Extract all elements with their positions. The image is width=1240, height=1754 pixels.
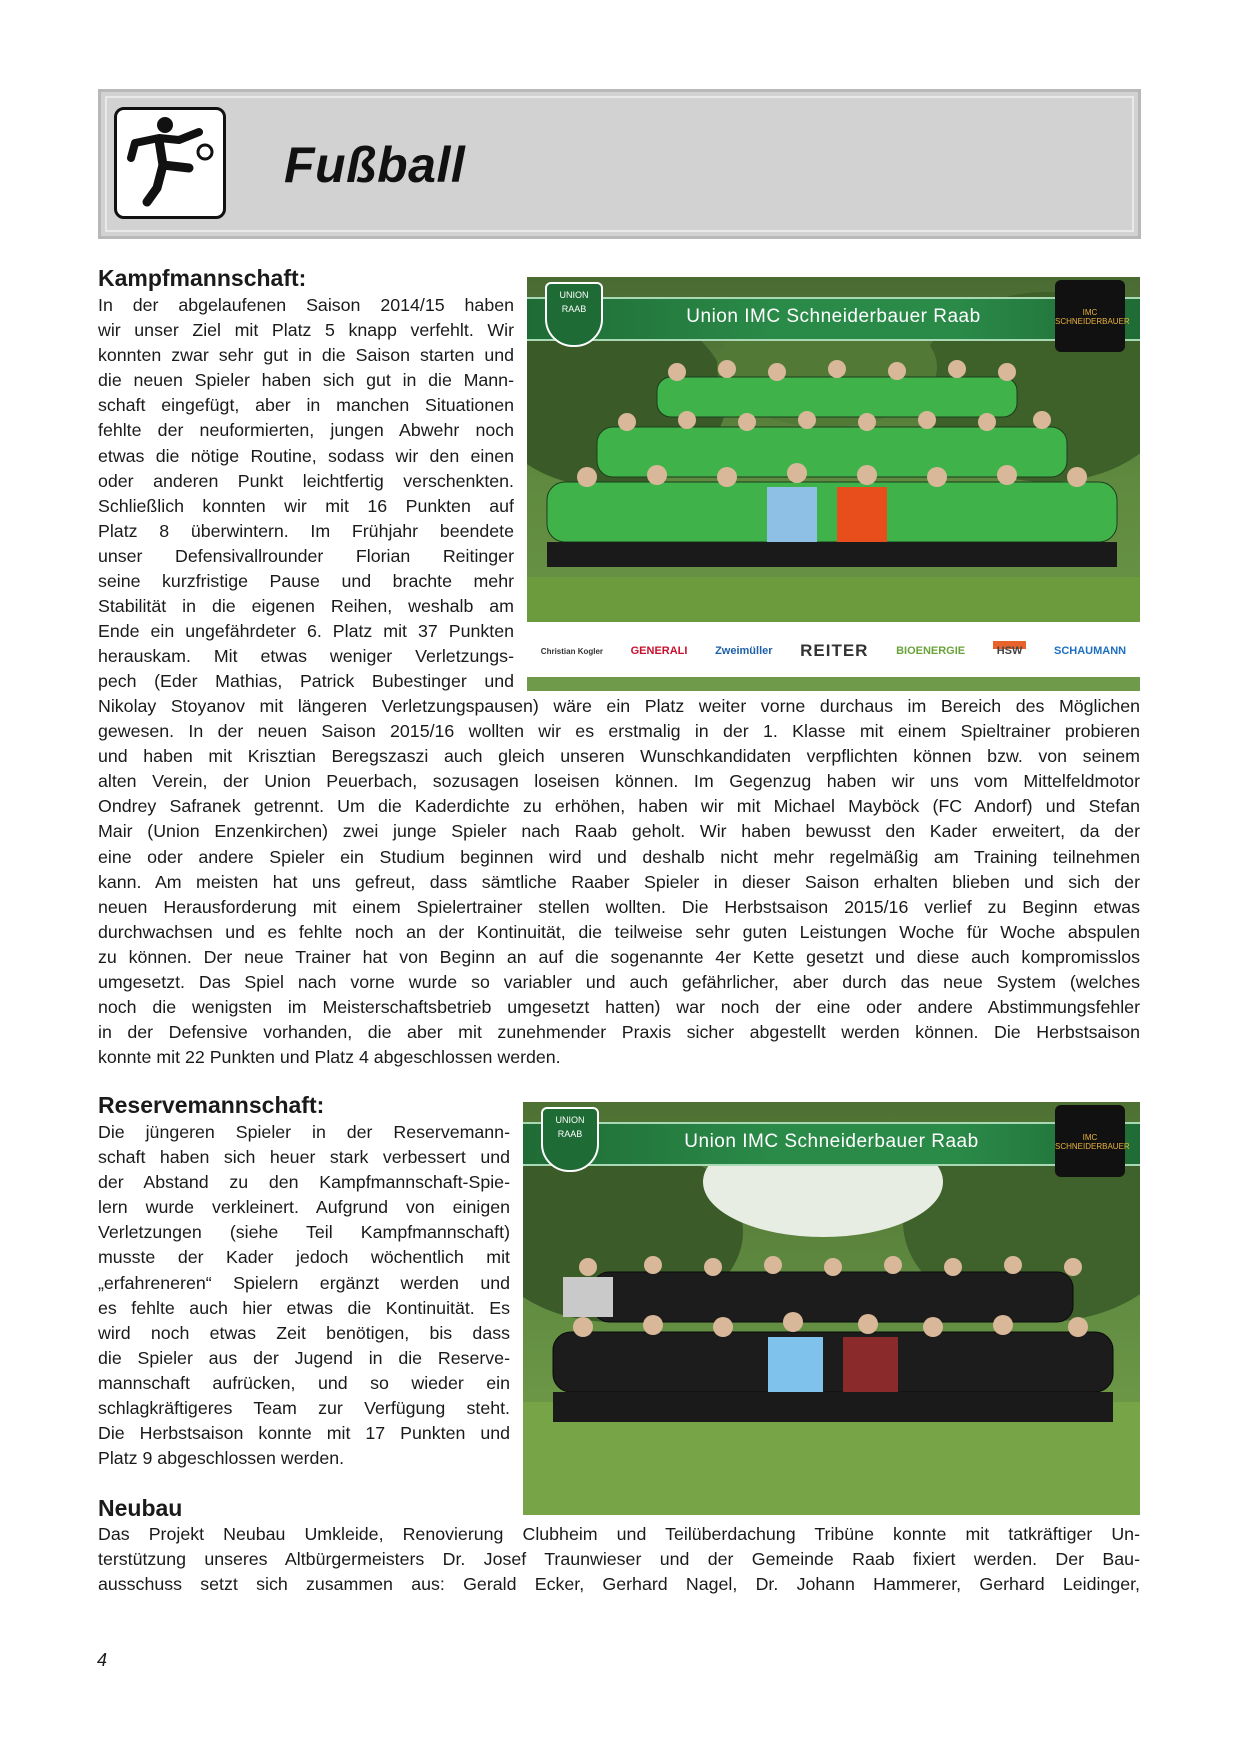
text-line: noch die wenigsten im Meisterschaftsbetrieb umgesetzt hatten) war noch der eine oder andere Abstimmungsfehler [98,997,1140,1018]
text-line: musste der Kader jedoch wöchentlich mit [98,1247,510,1268]
reserve-text [98,1120,510,1471]
text-line: durchwachsen und es fehlte noch an der Kontinuität, die teilweise sehr guten Leistungen Woche für Woche abspulen [98,921,1140,942]
text-line: Verletzungen (siehe Teil Kampfmannschaft) [98,1222,510,1243]
text-line: schaft eingefügt, aber in manchen Situationen [98,395,514,416]
text-line: In der abgelaufenen Saison 2014/15 haben [98,295,514,315]
photo-banner [523,1122,1140,1166]
text-line: Ende ein ungefährdeter 6. Platz mit 37 Punkten [98,621,514,642]
text-line: terstützung unseres Altbürgermeisters Dr. Josef Traunwieser und der Gemeinde Raab fixiert werden. Der Bau- [98,1549,1140,1570]
text-line: Platz 8 überwintern. Im Frühjahr beendete [98,520,514,541]
section-header [98,89,1141,239]
text-line: gewesen. In der neuen Saison 2015/16 wollten wir es erstmalig in der 1. Klasse mit einem Spieltrainer probieren [98,721,1140,742]
text-line: und haben mit Krisztian Beregszaszi auch gleich unseren Wunschkandidaten verpflichten können bzw. von seinem [98,746,1140,767]
sponsor-logo: GENERALI [630,645,688,657]
page-number: 4 [97,1650,108,1670]
neubau-heading: Neubau [98,1495,183,1521]
union-raab-logo: UNION RAAB [541,1107,599,1172]
text-line: Schließlich konnten wir mit 16 Punkten auf [98,495,514,516]
text-line: pech (Eder Mathias, Patrick Bubestinger und [98,671,514,692]
kampf-full-text [98,694,1140,1070]
sponsor-logo: BIOENERGIE [896,645,966,657]
team-photo-reservemannschaft [523,1102,1140,1515]
text-line: zu können. Der neue Trainer hat von Beginn an auf die sogenannte 4er Kette gesetzt und diese auch kompromisslos [98,946,1140,967]
text-line: in der Defensive vorhanden, die aber mit zunehmender Praxis sicher abgestellt werden können. Die Herbstsaison [98,1022,1140,1043]
text-line: der Abstand zu den Kampfmannschaft-Spie- [98,1172,510,1193]
text-line: mannschaft aufrücken, und so wieder ein [98,1372,510,1393]
football-player-icon [114,107,226,219]
text-line: neuen Herausforderung mit einem Spielertrainer stellen wollten. Die Herbstsaison 2015/16 verlief zu Beginn etwas [98,896,1140,917]
kampf-wrap-text [98,293,514,695]
text-line: schaft haben sich heuer stark verbessert und [98,1147,510,1168]
text-line: umgesetzt. Das Spiel nach vorne wurde so variabler und auch gefährlicher, aber durch das neue System (welches [98,972,1140,993]
text-line: alten Verein, der Union Peuerbach, sozusagen loseisen können. Im Gegenzug haben wir uns vom Mittelfeldmotor [98,771,1140,792]
sponsor-logo: Zweimüller [715,645,773,657]
text-line: fehlte der neuformierten, jungen Abwehr noch [98,420,514,441]
page-title: Fußball [284,137,466,193]
imc-logo: IMC SCHNEIDERBAUER [1055,1105,1125,1177]
text-line: es fehlte auch hier etwas die Kontinuität. Es [98,1297,510,1318]
sponsor-logo: HSW [993,641,1027,661]
sponsor-logo: SCHAUMANN [1054,645,1127,657]
team-photo-kampfmannschaft [527,277,1140,691]
text-line: Die jüngeren Spieler in der Reservemann- [98,1122,510,1142]
text-line: die Spieler aus der Jugend in die Reserve- [98,1347,510,1368]
kampf-heading: Kampfmannschaft: [98,265,307,291]
text-line: unser Defensivallrounder Florian Reitinger [98,545,514,566]
photo-banner [527,297,1140,341]
text-line: konnte mit 22 Punkten und Platz 4 abgeschlossen werden. [98,1047,561,1068]
text-line: Das Projekt Neubau Umkleide, Renovierung Clubheim und Teilüberdachung Tribüne konnte mit tatkräftiger Un- [98,1524,1140,1544]
text-line: die neuen Spieler haben sich gut in die Mann- [98,370,514,391]
text-line: herauskam. Mit etwas weniger Verletzungs- [98,646,514,667]
union-raab-logo: UNION RAAB [545,282,603,347]
text-line: wir unser Ziel mit Platz 5 knapp verfehlt. Wir [98,320,514,341]
banner-text: Union IMC Schneiderbauer Raab [686,306,981,327]
text-line: kann. Am meisten hat uns gefreut, dass sämtliche Raaber Spieler in dieser Saison erhalten blieben und sich der [98,871,1140,892]
text-line: Stabilität in die eigenen Reihen, weshalb am [98,596,514,617]
text-line: oder anderen Punkt leichtfertig verschenkten. [98,470,514,491]
text-line: lern wurde verkleinert. Aufgrund von einigen [98,1197,510,1218]
text-line: Mair (Union Enzenkirchen) zwei junge Spieler nach Raab geholt. Wir haben bewusst den Kader erweitert, da der [98,821,1140,842]
text-line: seine kurzfristige Pause und brachte mehr [98,571,514,592]
text-line: Platz 9 abgeschlossen werden. [98,1448,345,1469]
text-line: eine oder andere Spieler ein Studium beginnen wird und deshalb nicht mehr regelmäßig am Training teilnehmen [98,846,1140,867]
text-line: Die Herbstsaison konnte mit 17 Punkten und [98,1423,510,1444]
imc-logo: IMC SCHNEIDERBAUER [1055,280,1125,352]
text-line: „erfahreneren“ Spielern ergänzt werden und [98,1272,510,1293]
neubau-text [98,1522,1140,1597]
text-line: etwas die nötige Routine, sodass wir den einen [98,445,514,466]
text-line: konnten zwar sehr gut in die Saison starten und [98,345,514,366]
banner-text: Union IMC Schneiderbauer Raab [684,1131,979,1152]
sponsor-logo: Christian Kogler [540,646,604,656]
text-line: Ondrey Safranek getrennt. Um die Kaderdichte zu erhöhen, haben wir mit Michael Mayböck (FC Andorf) und Stefan [98,796,1140,817]
text-line: ausschuss setzt sich zusammen aus: Gerald Ecker, Gerhard Nagel, Dr. Johann Hammerer, Gerhard Leidinger, [98,1574,1140,1595]
reserve-heading: Reservemannschaft: [98,1092,325,1118]
sponsor-bar [527,627,1140,675]
text-line: schlagkräftigeres Team zur Verfügung steht. [98,1398,510,1419]
text-line: Nikolay Stoyanov mit längeren Verletzungspausen) wäre ein Platz weiter vorne durchaus im Bereich des Möglichen [98,696,1140,716]
text-line: wird noch etwas Zeit benötigen, bis dass [98,1322,510,1343]
sponsor-logo: REITER [800,641,869,660]
